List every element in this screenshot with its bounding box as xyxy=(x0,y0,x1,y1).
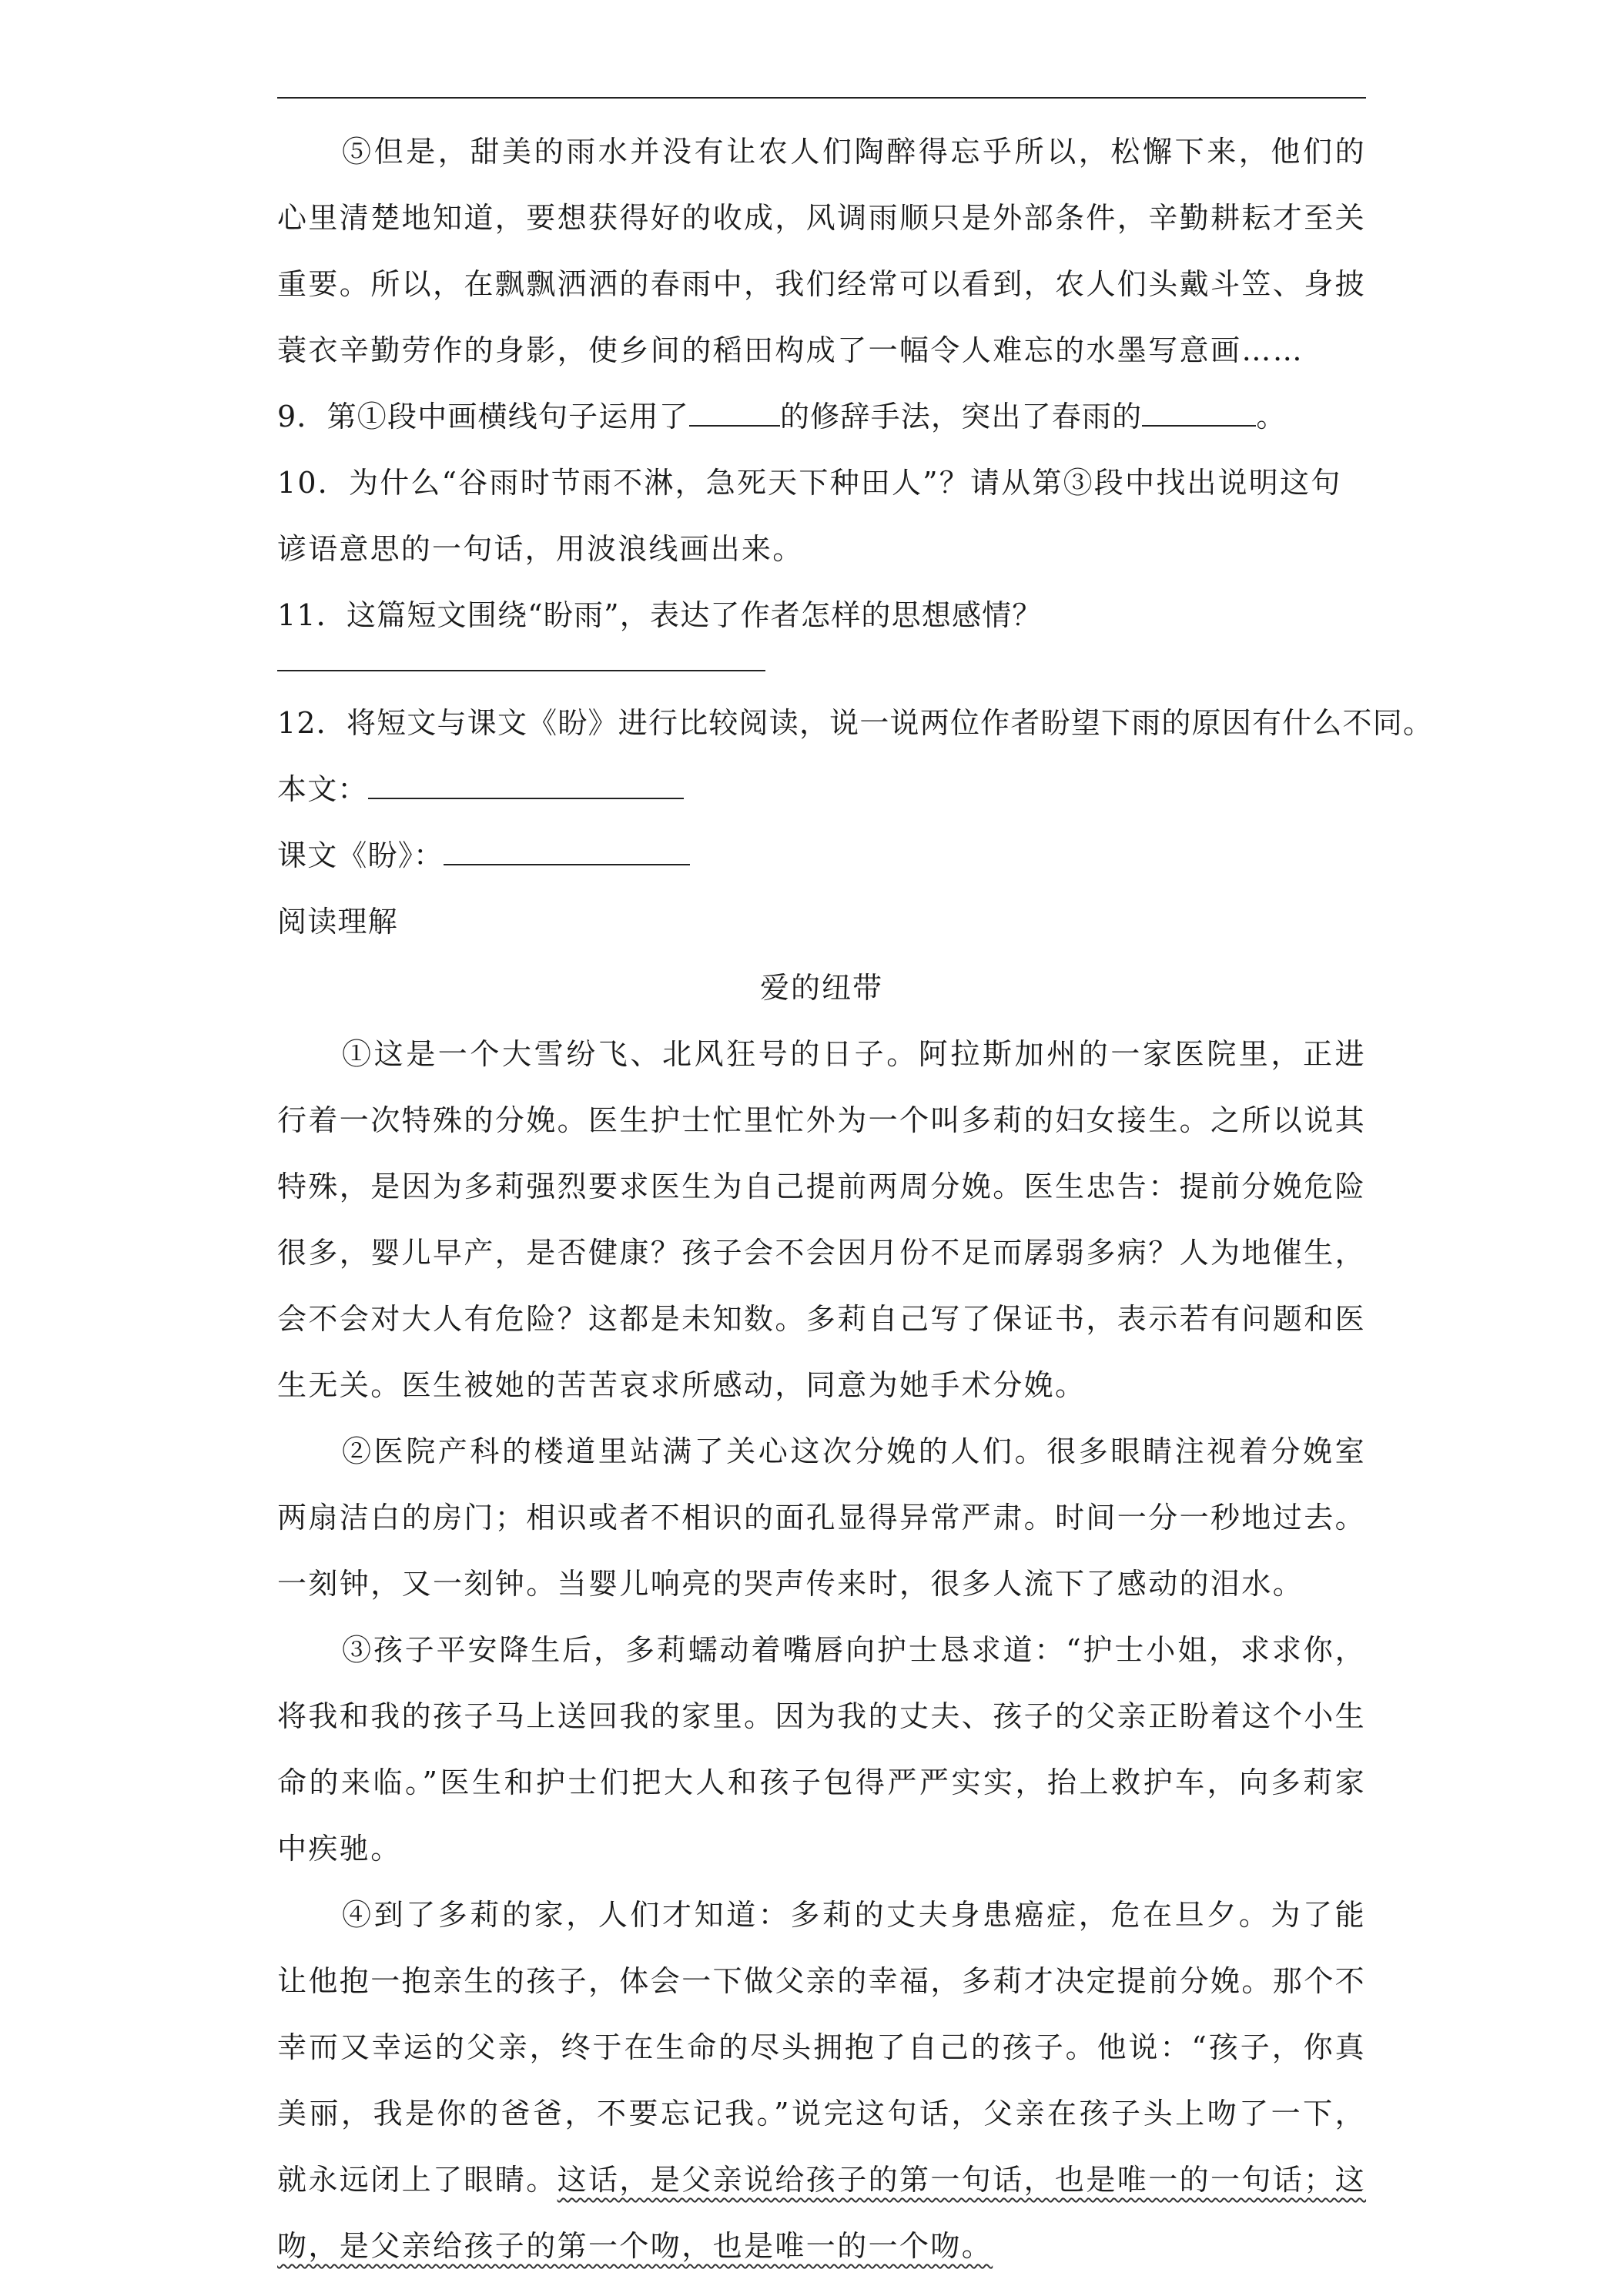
document-page xyxy=(277,97,1434,2279)
question-9-text-1: 9．第①段中画横线句子运用了 xyxy=(277,400,689,433)
question-9-text-2: 的修辞手法，突出了春雨的 xyxy=(779,400,1143,433)
question-12-kewen xyxy=(277,822,1366,889)
question-9-blank-2[interactable] xyxy=(1142,399,1256,427)
benwen-answer-blank[interactable] xyxy=(368,771,684,799)
passage2-paragraph-4-wavy-sentence: 这话，是父亲说给孩子的第一句话，也是唯一的一句话；这吻，是父亲给孩子的第一个吻，也是唯一的一个吻。 xyxy=(277,2163,1367,2263)
question-10: 10．为什么“谷雨时节雨不淋，急死天下种田人”？请从第③段中找出说明这句谚语意思的一句话，用波浪线画出来。 xyxy=(277,466,1342,566)
question-11: 11．这篇短文围绕“盼雨”，表达了作者怎样的思想感情？ xyxy=(277,598,1043,632)
passage2-paragraph-4 xyxy=(277,1882,1366,2279)
passage2-paragraph-1: ①这是一个大雪纷飞、北风狂号的日子。阿拉斯加州的一家医院里，正进行着一次特殊的分娩。医生护士忙里忙外为一个叫多莉的妇女接生。之所以说其特殊，是因为多莉强烈要求医生为自己提前两周分娩。医生忠告：提前分娩危险很多，婴儿早产，是否健康？孩子会不会因月份不足而孱弱多病？人为地催生，会不会对大人有危险？这都是未知数。多莉自己写了保证书，表示若有问题和医生无关。医生被她的苦苦哀求所感动，同意为她手术分娩。 xyxy=(277,1037,1367,1402)
question-12: 12．将短文与课文《盼》进行比较阅读，说一说两位作者盼望下雨的原因有什么不同。 xyxy=(277,706,1434,740)
passage2-paragraph-4-text: ④到了多莉的家，人们才知道：多莉的丈夫身患癌症，危在旦夕。为了能让他抱一抱亲生的孩子，体会一下做父亲的幸福，多莉才决定提前分娩。那个不幸而又幸运的父亲，终于在生命的尽头拥抱了自己的孩子。他说：“孩子，你真美丽，我是你的爸爸，不要忘记我。”说完这句话，父亲在孩子头上吻了一下，就永远闭上了眼睛。 xyxy=(277,1898,1367,2197)
benwen-label: 本文： xyxy=(277,772,368,806)
question-12-benwen xyxy=(277,756,1366,822)
passage2-paragraph-2: ②医院产科的楼道里站满了关心这次分娩的人们。很多眼睛注视着分娩室两扇洁白的房门；相识或者不相识的面孔显得异常严肃。时间一分一秒地过去。一刻钟，又一刻钟。当婴儿响亮的哭声传来时，很多人流下了感动的泪水。 xyxy=(277,1434,1367,1601)
passage1-paragraph-5: ⑤但是，甜美的雨水并没有让农人们陶醉得忘乎所以，松懈下来，他们的心里清楚地知道，要想获得好的收成，风调雨顺只是外部条件，辛勤耕耘才至关重要。所以，在飘飘洒洒的春雨中，我们经常可以看到，农人们头戴斗笠、身披蓑衣辛勤劳作的身影，使乡间的稻田构成了一幅令人难忘的水墨写意画…… xyxy=(277,135,1367,367)
question-9-blank-1[interactable] xyxy=(689,399,780,427)
question-11-answer-line[interactable] xyxy=(277,670,765,671)
kewen-answer-blank[interactable] xyxy=(444,838,690,865)
kewen-label: 课文《盼》： xyxy=(277,838,444,872)
section-label: 阅读理解 xyxy=(277,905,398,939)
question-9-text-3: 。 xyxy=(1256,400,1287,433)
passage2-title: 爱的纽带 xyxy=(759,971,883,1005)
passage2-paragraph-3: ③孩子平安降生后，多莉蠕动着嘴唇向护士恳求道：“护士小姐，求求你，将我和我的孩子马上送回我的家里。因为我的丈夫、孩子的父亲正盼着这个小生命的来临。”医生和护士们把大人和孩子包得严严实实，抬上救护车，向多莉家中疾驰。 xyxy=(277,1633,1367,1866)
header-rule xyxy=(277,97,1366,99)
question-9 xyxy=(277,383,1366,450)
